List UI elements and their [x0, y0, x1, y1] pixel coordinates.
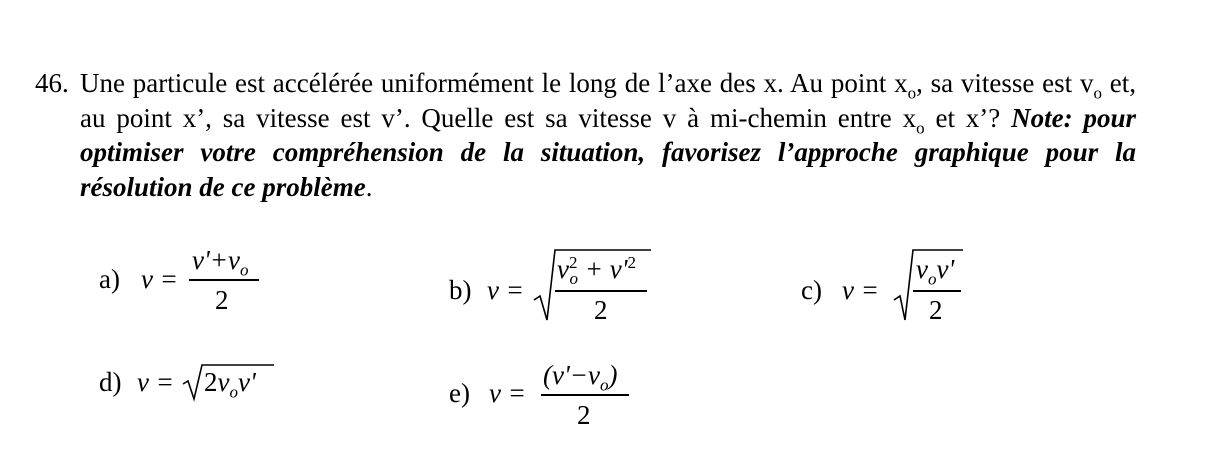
option-d-radicand: [204, 367, 256, 402]
option-b-lhs: v =: [487, 275, 524, 305]
numerator-text: (v'−v: [543, 360, 600, 390]
option-e-denominator: 2: [577, 400, 591, 430]
subscript: o: [599, 375, 609, 395]
option-b-fraction-bar: [555, 290, 647, 292]
option-e-label: e): [449, 378, 470, 408]
superscript: 2: [627, 253, 636, 272]
option-c-fraction-bar: [913, 290, 961, 292]
option-a-label: a): [99, 264, 120, 294]
numerator-text: v'+v: [192, 245, 240, 275]
option-b-numerator: [557, 253, 636, 289]
subscript: o: [916, 117, 925, 137]
numerator-text: v: [557, 254, 569, 284]
option-c-denominator: 2: [929, 295, 943, 325]
option-a-lhs: v =: [141, 264, 178, 294]
option-e-lhs: v =: [489, 378, 526, 408]
radicand-text: v: [217, 367, 230, 397]
option-a-numerator: [192, 245, 249, 280]
numerator-text: v: [916, 254, 928, 284]
option-b-denominator: 2: [594, 295, 608, 325]
numerator-text: + v': [577, 254, 628, 284]
option-c-lhs: v =: [842, 275, 879, 305]
question-text: [80, 66, 1136, 204]
question-text-part: et x’?: [924, 102, 1012, 133]
subscript: o: [927, 269, 937, 289]
option-d-label: d): [99, 367, 122, 397]
subscript: o: [1093, 83, 1102, 103]
question-text-part: Une particule est accélérée uniformément le long de l’axe des x. Au point x: [80, 68, 908, 98]
option-a-denominator: 2: [215, 285, 229, 315]
question-end: .: [365, 171, 373, 202]
question-note: Note: pour optimiser votre compréhension de la situation, favorisez l’approche graphique pour la résolution de ce problème: [80, 102, 1136, 202]
numerator-text: v': [936, 254, 955, 284]
subscript: o: [569, 269, 578, 289]
numerator-text: ): [608, 360, 618, 390]
option-e-fraction-bar: [541, 394, 629, 396]
option-a-fraction-bar: [189, 279, 259, 281]
option-c-label: c): [801, 275, 822, 305]
subscript: o: [907, 83, 917, 103]
option-e-numerator: [543, 360, 618, 395]
subscript: o: [239, 260, 249, 280]
option-c-numerator: [916, 254, 955, 289]
question-text-part: , sa vitesse est v: [916, 68, 1094, 98]
radicand-text: v': [237, 367, 256, 397]
radicand-text: 2: [204, 367, 218, 397]
option-d-lhs: v =: [137, 367, 174, 397]
superscript: 2: [568, 253, 578, 272]
subscript: o: [229, 382, 238, 402]
question-number: 46.: [35, 68, 69, 98]
option-b-label: b): [449, 275, 472, 305]
question-text-part: et, au point x’, sa vitesse est v’. Quelle est sa vitesse v à mi-chemin entre x: [80, 68, 1136, 133]
